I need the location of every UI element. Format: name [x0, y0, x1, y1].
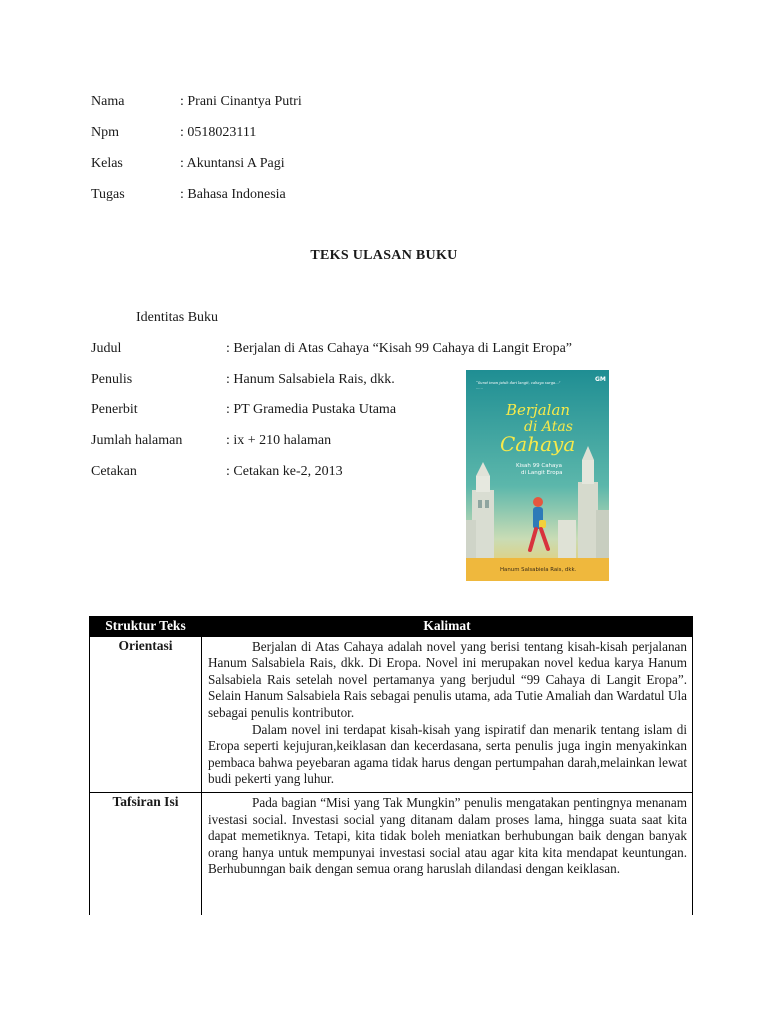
student-npm-label: Npm	[91, 125, 119, 140]
structure-interpretation: Tafsiran Isi	[90, 792, 202, 915]
cover-author: Hanum Salsabiela Rais, dkk.	[500, 567, 577, 573]
student-npm-value: : 0518023111	[180, 125, 257, 140]
cover-title-line2: di Atas	[524, 419, 573, 435]
structure-orientation: Orientasi	[90, 636, 202, 792]
book-author-value: : Hanum Salsabiela Rais, dkk.	[226, 372, 395, 387]
cover-title-line1: Berjalan	[506, 401, 571, 419]
table-row	[90, 792, 693, 915]
review-structure-table	[89, 616, 693, 915]
cover-subtitle-line2: di Langit Eropa	[521, 470, 563, 476]
book-author-label: Penulis	[91, 372, 133, 387]
orientation-text	[202, 636, 693, 792]
document-title: TEKS ULASAN BUKU	[310, 248, 458, 263]
interpretation-text	[202, 792, 693, 915]
book-title-value: : Berjalan di Atas Cahaya “Kisah 99 Cahaya di Langit Eropa”	[226, 341, 573, 356]
book-publisher-value: : PT Gramedia Pustaka Utama	[226, 402, 397, 417]
svg-text:......: ......	[476, 386, 483, 390]
interpretation-paragraph-1: Pada bagian “Misi yang Tak Mungkin” penulis mengatakan pentingnya menanam ivestasi social. Investasi social yang ditanam dalam proses lama, hingga suata saat kita dapat memetiknya. Tetapi, kita tidak boleh meniatkan berhubungan baik dengan banyak orang hanya untuk mempunyai investasi social atau agar kita kita mendapat keuntungan. Berhubunngan baik dengan semua orang haruslah dilandasi dengan keiklasan.	[208, 794, 687, 877]
book-pages-value: : ix + 210 halaman	[226, 433, 332, 448]
student-name-label: Nama	[91, 94, 125, 109]
cover-publisher-mark: GM	[595, 376, 606, 383]
cover-quote-shape: “Surat iman jatuh dari langit, cahaya surga...”	[476, 381, 561, 385]
student-task-value: : Bahasa Indonesia	[180, 187, 286, 202]
cover-subtitle-line1: Kisah 99 Cahaya	[516, 463, 563, 469]
table-header-row	[90, 617, 693, 637]
student-class-value: : Akuntansi A Pagi	[180, 156, 285, 171]
book-edition-label: Cetakan	[91, 464, 137, 479]
orientation-paragraph-2: Dalam novel ini terdapat kisah-kisah yang ispiratif dan menarik tentang islam di Eropa seperti kejujuran,keiklasan dan kecerdasana, serta penulis juga ingin menyakinkan pembaca bahwa peyebaran agama tidak harus dengan pertumpahan darah,melainkan lewat budi pekerti yang luhur.	[208, 721, 687, 787]
book-title-label: Judul	[91, 341, 122, 356]
student-task-label: Tugas	[91, 187, 125, 202]
book-cover-image	[466, 370, 609, 581]
book-cover-illustration	[466, 370, 609, 581]
book-pages-label: Jumlah halaman	[91, 433, 183, 448]
table-row	[90, 636, 693, 792]
cover-title-line3: Cahaya	[500, 432, 576, 456]
header-structure: Struktur Teks	[90, 617, 202, 637]
book-identity-heading: Identitas Buku	[136, 310, 219, 325]
book-edition-value: : Cetakan ke-2, 2013	[226, 464, 343, 479]
student-class-label: Kelas	[91, 156, 123, 171]
header-sentence: Kalimat	[202, 617, 693, 637]
student-name-value: : Prani Cinantya Putri	[180, 94, 302, 109]
orientation-paragraph-1: Berjalan di Atas Cahaya adalah novel yang berisi tentang kisah-kisah perjalanan Hanum Salsabiela Rais, dkk. Di Eropa. Novel ini merupakan novel kedua karya Hanum Salsabiela Rais setelah novel pertamanya yang berjudul “99 Cahaya di Langit Eropa”. Selain Hanum Salsabiela Rais sebagai penulis utama, ada Tutie Amaliah dan Wardatul Ula sebagai penulis kontributor.	[208, 638, 687, 720]
book-publisher-label: Penerbit	[91, 402, 138, 417]
